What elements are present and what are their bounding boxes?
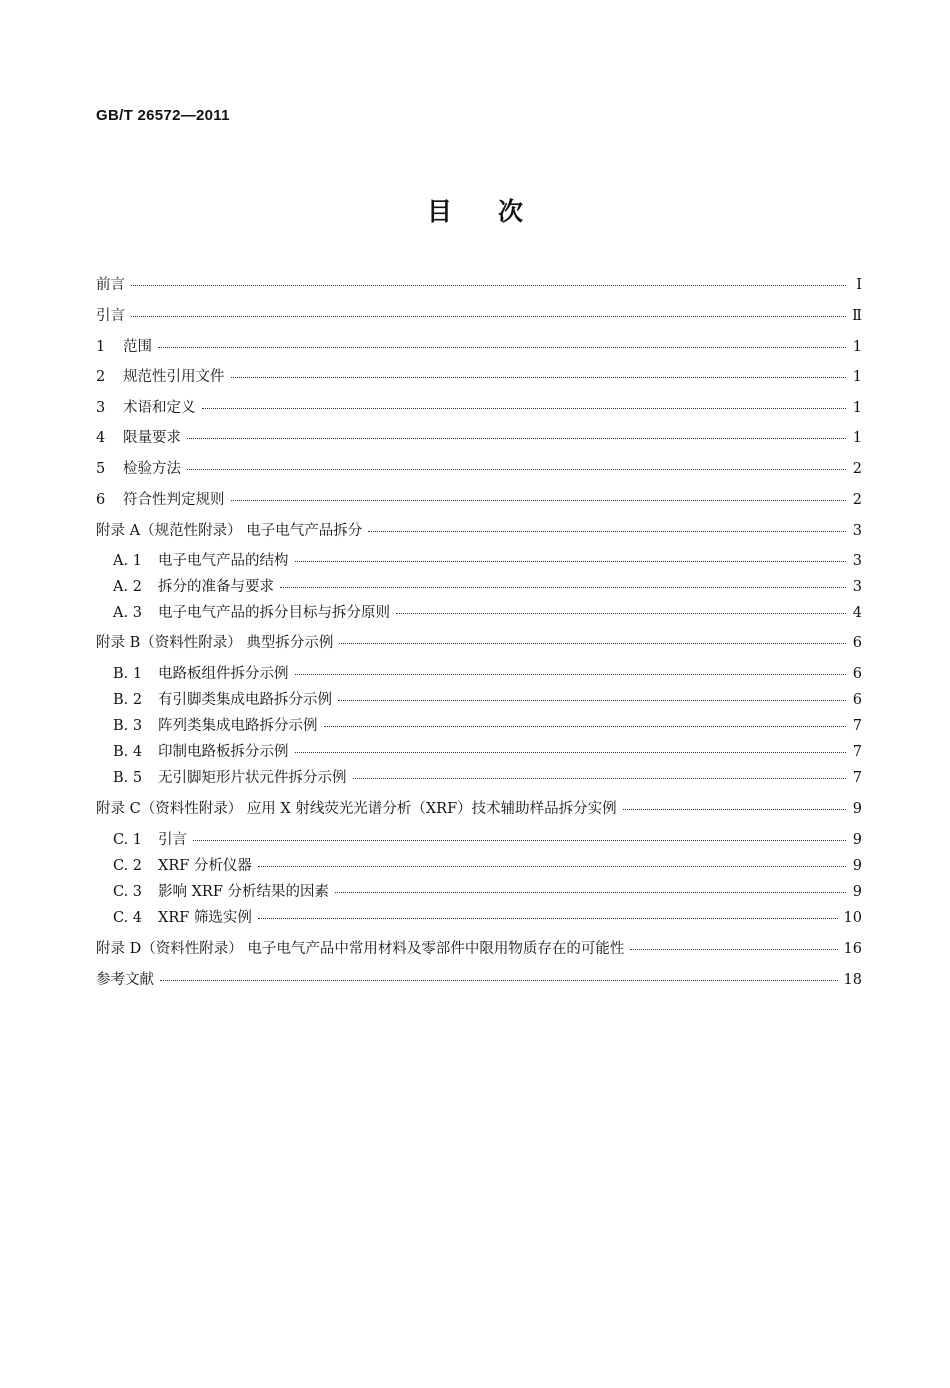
toc-entry-label: XRF 筛选实例 [158, 910, 252, 926]
toc-entry [113, 881, 862, 903]
toc-entry-page: 2 [852, 461, 862, 477]
toc-entry [113, 855, 862, 877]
dot-leader [158, 347, 846, 348]
dot-leader [338, 700, 846, 701]
dot-leader [295, 752, 847, 753]
toc-entry [113, 829, 862, 851]
toc-entry-label: 附录 B（资料性附录） 典型拆分示例 [96, 635, 334, 651]
dot-leader [231, 377, 847, 378]
toc-title: 目次 [426, 197, 569, 226]
toc-entry [96, 520, 862, 542]
toc-entry [113, 741, 862, 763]
toc-entry-label: 检验方法 [123, 461, 181, 477]
toc-entry-number: 1 [96, 339, 106, 355]
dot-leader [339, 643, 846, 644]
dot-leader [295, 674, 847, 675]
toc-entry-label: 限量要求 [123, 430, 181, 446]
dot-leader [187, 438, 846, 439]
dot-leader [396, 613, 846, 614]
dot-leader [231, 500, 847, 501]
dot-leader [131, 316, 846, 317]
dot-leader [623, 809, 846, 810]
toc-entry-page: 1 [852, 430, 862, 446]
toc-entry [113, 715, 862, 737]
toc-entry-label: 印制电路板拆分示例 [158, 744, 289, 760]
standard-code: GB/T 26572—2011 [96, 107, 230, 124]
toc-entry-number: C. 2 [113, 858, 143, 874]
dot-leader [630, 949, 837, 950]
toc-entry-number: B. 4 [113, 744, 143, 760]
dot-leader [368, 531, 846, 532]
toc-entry-page: 1 [852, 400, 862, 416]
toc-entry-page: Ⅱ [852, 308, 862, 324]
toc-entry [96, 938, 862, 960]
toc-entry-page: 6 [852, 666, 862, 682]
toc-entry-number: 5 [96, 461, 106, 477]
toc-entry-label: 电路板组件拆分示例 [158, 666, 289, 682]
toc-entry [113, 767, 862, 789]
toc-entry-page: 18 [843, 972, 862, 988]
toc-entry-number: B. 1 [113, 666, 143, 682]
toc-entry [96, 489, 862, 511]
toc-entry [113, 576, 862, 598]
toc-entry-page: 7 [852, 770, 862, 786]
toc-entry [96, 458, 862, 480]
toc-entry [113, 663, 862, 685]
dot-leader [202, 408, 847, 409]
dot-leader [280, 587, 846, 588]
toc-entry-number: C. 3 [113, 884, 143, 900]
toc-entry-label: 前言 [96, 277, 125, 293]
toc-entry [96, 969, 862, 991]
toc-entry-label: 拆分的准备与要求 [158, 579, 274, 595]
toc-entry-label: 影响 XRF 分析结果的因素 [158, 884, 330, 900]
toc-entry-label: 有引脚类集成电路拆分示例 [158, 692, 332, 708]
toc-entry-page: Ⅰ [856, 277, 862, 293]
toc-entry [113, 550, 862, 572]
toc-entry [96, 632, 862, 654]
toc-entry [96, 366, 862, 388]
toc-entry-label: 术语和定义 [123, 400, 196, 416]
toc-entry-page: 6 [852, 692, 862, 708]
toc-entry-page: 3 [852, 523, 862, 539]
toc-entry-number: B. 5 [113, 770, 143, 786]
toc-entry-page: 7 [852, 744, 862, 760]
toc-entry-label: 附录 D（资料性附录） 电子电气产品中常用材料及零部件中限用物质存在的可能性 [96, 941, 625, 957]
toc-entry-number: B. 3 [113, 718, 143, 734]
toc-entry [96, 305, 862, 327]
toc-entry-label: 引言 [96, 308, 125, 324]
dot-leader [187, 469, 846, 470]
toc-entry-label: 参考文献 [96, 972, 154, 988]
toc-entry-number: A. 3 [113, 605, 142, 621]
dot-leader [258, 918, 838, 919]
dot-leader [131, 285, 846, 286]
toc-entry [96, 798, 862, 820]
dot-leader [193, 840, 846, 841]
toc-entry-page: 9 [852, 884, 862, 900]
toc-entry-label: 附录 C（资料性附录） 应用 X 射线荧光光谱分析（XRF）技术辅助样品拆分实例 [96, 801, 617, 817]
toc-entry [113, 602, 862, 624]
toc-entry-page: 1 [852, 339, 862, 355]
toc-entry-label: 规范性引用文件 [123, 369, 225, 385]
toc-entry [96, 274, 862, 296]
toc-entry-page: 4 [852, 605, 862, 621]
toc-entry-page: 10 [843, 910, 862, 926]
toc-entry-label: XRF 分析仪器 [158, 858, 252, 874]
toc-entry-label: 电子电气产品的结构 [158, 553, 289, 569]
toc-entry-number: C. 4 [113, 910, 143, 926]
toc-entry-page: 9 [852, 832, 862, 848]
dot-leader [335, 892, 846, 893]
toc-entry-page: 16 [843, 941, 862, 957]
toc-entry-label: 附录 A（规范性附录） 电子电气产品拆分 [96, 523, 363, 539]
toc-entry-number: 2 [96, 369, 106, 385]
toc-entry [96, 397, 862, 419]
toc-entry-label: 范围 [123, 339, 152, 355]
toc-entry-number: 3 [96, 400, 106, 416]
toc-entry-number: A. 1 [113, 553, 142, 569]
toc-entry-page: 1 [852, 369, 862, 385]
toc-entry-page: 7 [852, 718, 862, 734]
toc-entry-page: 9 [852, 801, 862, 817]
dot-leader [295, 561, 847, 562]
toc-entry-page: 6 [852, 635, 862, 651]
toc-entry-page: 3 [852, 579, 862, 595]
toc-entry [96, 336, 862, 358]
toc-entry-number: C. 1 [113, 832, 143, 848]
toc-entry-page: 9 [852, 858, 862, 874]
toc-entry-number: 4 [96, 430, 106, 446]
toc-entry [113, 907, 862, 929]
toc-entry [113, 689, 862, 711]
toc-entry-label: 电子电气产品的拆分目标与拆分原则 [158, 605, 390, 621]
toc-entry-number: A. 2 [113, 579, 142, 595]
toc-entry-label: 引言 [158, 832, 187, 848]
toc-entry-label: 符合性判定规则 [123, 492, 225, 508]
toc-entry-label: 阵列类集成电路拆分示例 [158, 718, 318, 734]
dot-leader [258, 866, 846, 867]
toc-entry-number: 6 [96, 492, 106, 508]
dot-leader [353, 778, 847, 779]
toc-entry-number: B. 2 [113, 692, 143, 708]
toc-entry-label: 无引脚矩形片状元件拆分示例 [158, 770, 347, 786]
toc-entry-page: 2 [852, 492, 862, 508]
dot-leader [160, 980, 838, 981]
toc-entry-page: 3 [852, 553, 862, 569]
dot-leader [324, 726, 847, 727]
toc-entry [96, 427, 862, 449]
